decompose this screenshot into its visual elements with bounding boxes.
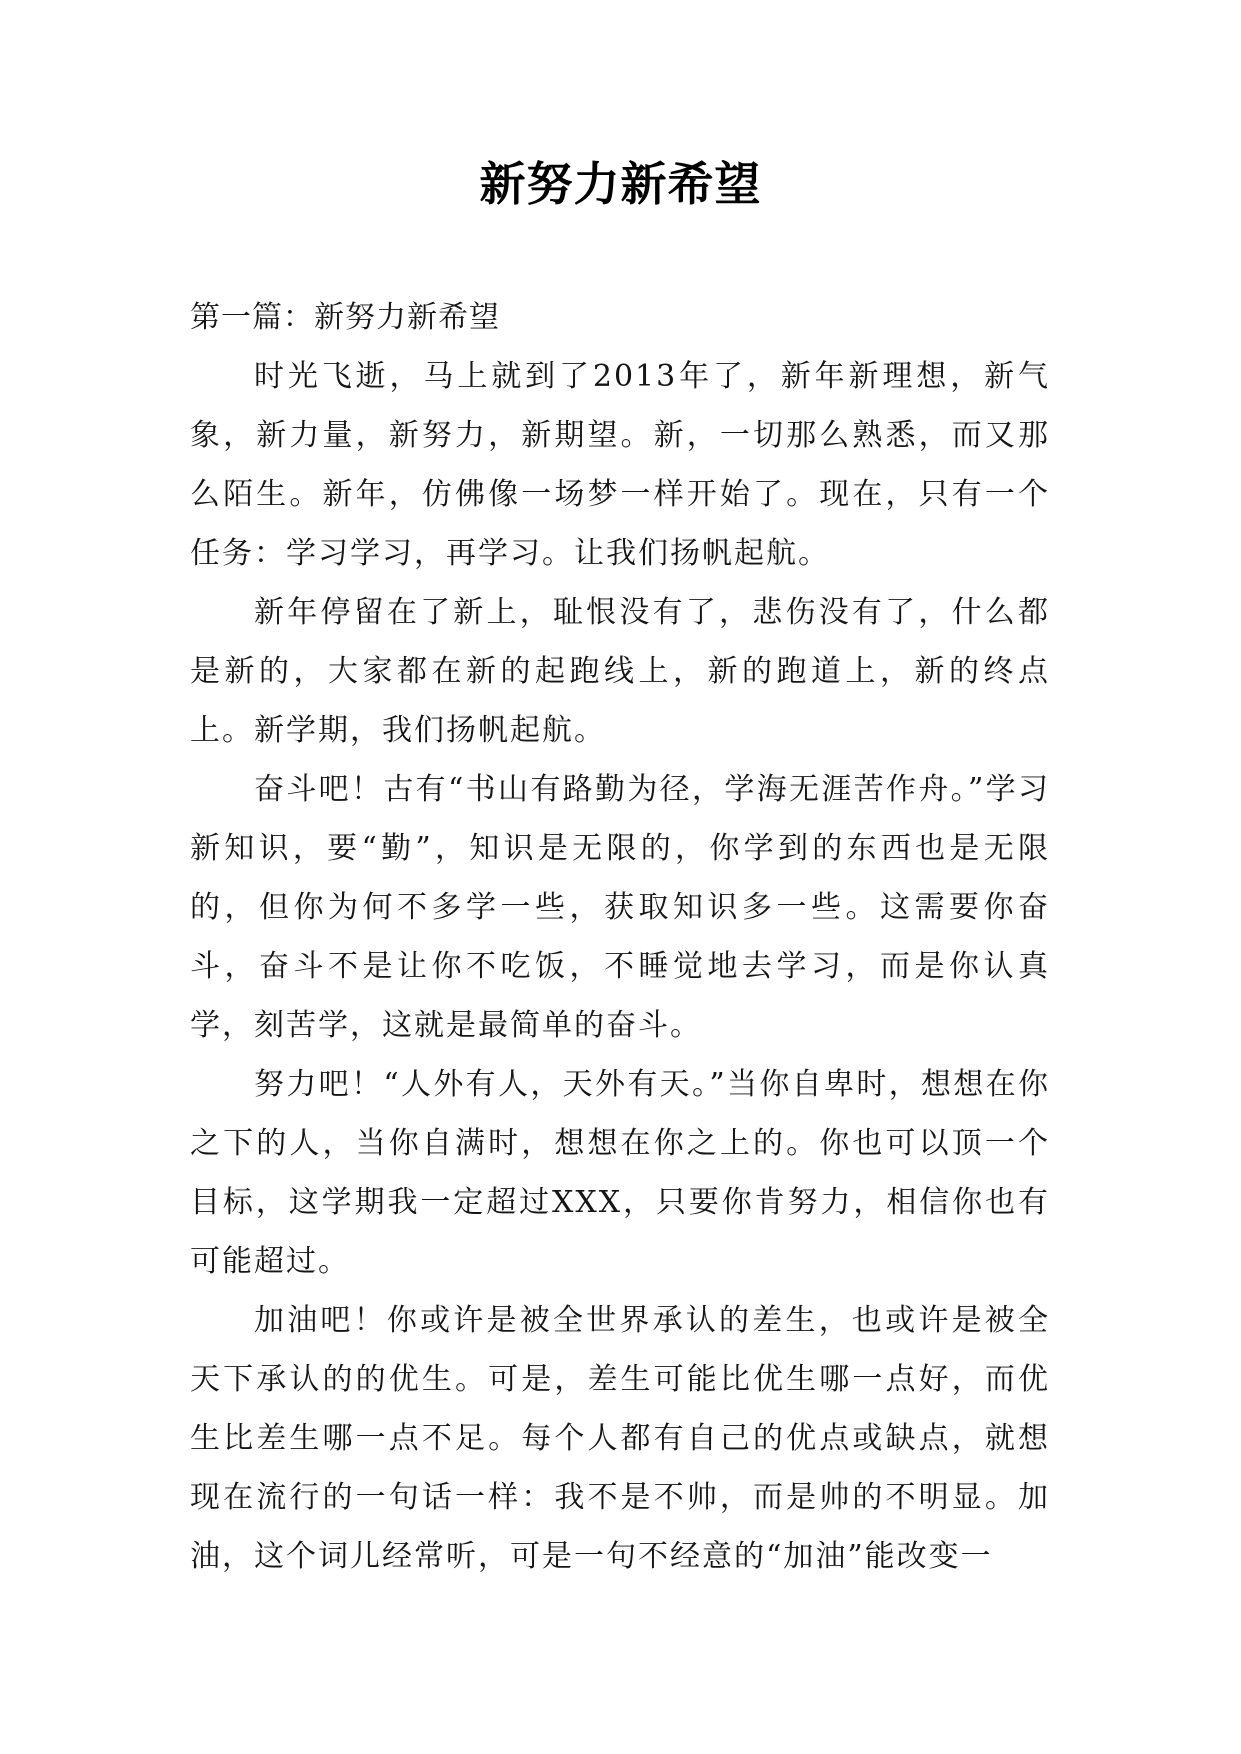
paragraph-2: 新年停留在了新上，耻恨没有了，悲伤没有了，什么都是新的，大家都在新的起跑线上，新的跑道上，新的终点上。新学期，我们扬帆起航。: [190, 595, 1050, 748]
document-body: [190, 288, 1050, 1586]
paragraph-1: 时光飞逝，马上就到了2013年了，新年新理想，新气象，新力量，新努力，新期望。新，一切那么熟悉，而又那么陌生。新年，仿佛像一场梦一样开始了。现在，只有一个任务：学习学习，再学习。让我们扬帆起航。: [190, 359, 1050, 571]
document-title: 新努力新希望: [479, 157, 762, 211]
paragraph-4: 努力吧！“人外有人，天外有天。”当你自卑时，想想在你之下的人，当你自满时，想想在你之上的。你也可以顶一个目标，这学期我一定超过XXX，只要你肯努力，相信你也有可能超过。: [190, 1067, 1050, 1279]
section-heading: 第一篇：新努力新希望: [190, 300, 500, 335]
paragraph-3: 奋斗吧！古有“书山有路勤为径，学海无涯苦作舟。”学习新知识，要“勤”，知识是无限的，你学到的东西也是无限的，但你为何不多学一些，获取知识多一些。这需要你奋斗，奋斗不是让你不吃饭，不睡觉地去学习，而是你认真学，刻苦学，这就是最简单的奋斗。: [190, 772, 1050, 1043]
paragraph-5: 加油吧！你或许是被全世界承认的差生，也或许是被全天下承认的的优生。可是，差生可能比优生哪一点好，而优生比差生哪一点不足。每个人都有自己的优点或缺点，就想现在流行的一句话一样：我不是不帅，而是帅的不明显。加油，这个词儿经常听，可是一句不经意的“加油”能改变一: [190, 1303, 1050, 1574]
